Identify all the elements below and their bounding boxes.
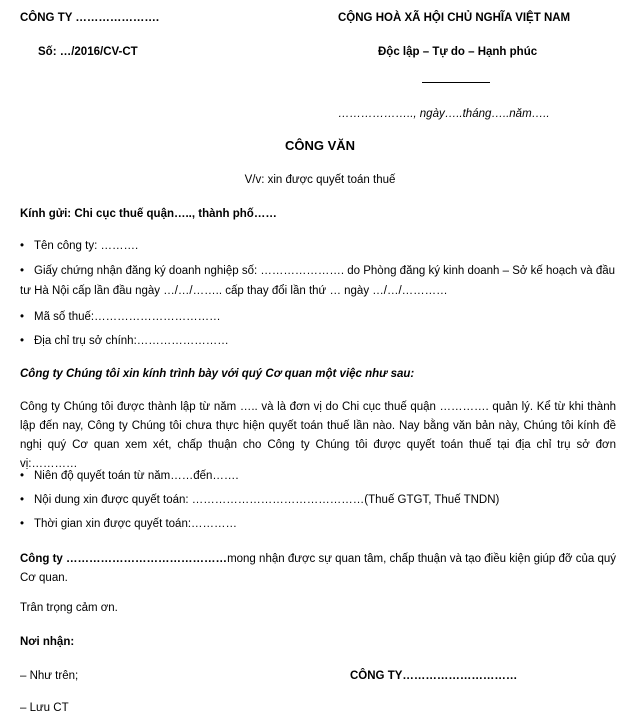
document-number: Số: …/2016/CV-CT <box>38 46 138 58</box>
list-item: • Niên độ quyết toán từ năm……đến……. <box>20 470 239 482</box>
closing-company: Công ty …………………………………… <box>20 553 228 565</box>
regards-line: Trân trọng cảm ơn. <box>20 602 118 614</box>
list-item: • Giấy chứng nhận đăng ký doanh nghiệp số: …………………. do Phòng đăng ký kinh doanh – Sở kế hoạch và đầu <box>20 265 616 277</box>
recipient-item: – Lưu CT <box>20 702 69 714</box>
bullet-icon: • <box>20 470 25 482</box>
company-name: CÔNG TY …………………. <box>20 12 160 24</box>
closing-text: mong nhận được sự quan tâm, chấp thuận và tạo điều kiện giúp đỡ của quý Cơ quan. <box>20 553 616 584</box>
recipient-line: Kính gửi: Chi cục thuế quận….., thành phố…… <box>20 208 277 220</box>
list-item: • Mã số thuế:…………………………… <box>20 311 221 323</box>
document-subject: V/v: xin được quyết toán thuế <box>244 174 396 186</box>
bullet-icon: • <box>20 518 25 530</box>
bullet-icon: • <box>20 494 25 506</box>
bullet-icon: • <box>20 335 25 347</box>
document-title: CÔNG VĂN <box>284 138 356 153</box>
place-date: ……………….., ngày…..tháng…..năm….. <box>338 108 550 120</box>
list-item: • Thời gian xin được quyết toán:………… <box>20 518 238 530</box>
intro-line: Công ty Chúng tôi xin kính trình bày với quý Cơ quan một việc như sau: <box>20 368 415 380</box>
list-item: • Địa chỉ trụ sở chính:…………………… <box>20 335 229 347</box>
recipient-item: – Như trên; <box>20 670 79 682</box>
national-title: CỘNG HOÀ XÃ HỘI CHỦ NGHĨA VIỆT NAM <box>338 12 571 24</box>
closing-paragraph <box>20 550 616 588</box>
bullet-icon: • <box>20 265 25 277</box>
list-item: • Tên công ty: ………. <box>20 240 139 252</box>
list-item-continuation: tư Hà Nội cấp lần đầu ngày …/…/…….. cấp thay đổi lần thứ … ngày …/…/………… <box>20 285 448 297</box>
bullet-icon: • <box>20 311 25 323</box>
bullet-icon: • <box>20 240 25 252</box>
national-motto: Độc lập – Tự do – Hạnh phúc <box>378 46 538 58</box>
recipients-label: Nơi nhận: <box>20 636 75 648</box>
list-item: • Nội dung xin được quyết toán: ………………………………………(Thuế GTGT, Thuế TNDN) <box>20 494 500 506</box>
signature-company: CÔNG TY………………………… <box>350 670 518 682</box>
body-paragraph: Công ty Chúng tôi được thành lập từ năm ….. và là đơn vị do Chi cục thuế quận …………. quản lý. Kể từ khi thành lập đến nay, Công ty Chúng tôi chưa thực hiện quyết toán thuế lần nào. Nay bằng văn bản này, Chúng tôi kính đề nghị quý Cơ quan xem xét, chấp thuận cho Công ty Chúng tôi được quyết toán thuế tại địa chỉ trụ sở đơn vị:………… <box>20 401 616 470</box>
motto-underline <box>422 82 490 83</box>
